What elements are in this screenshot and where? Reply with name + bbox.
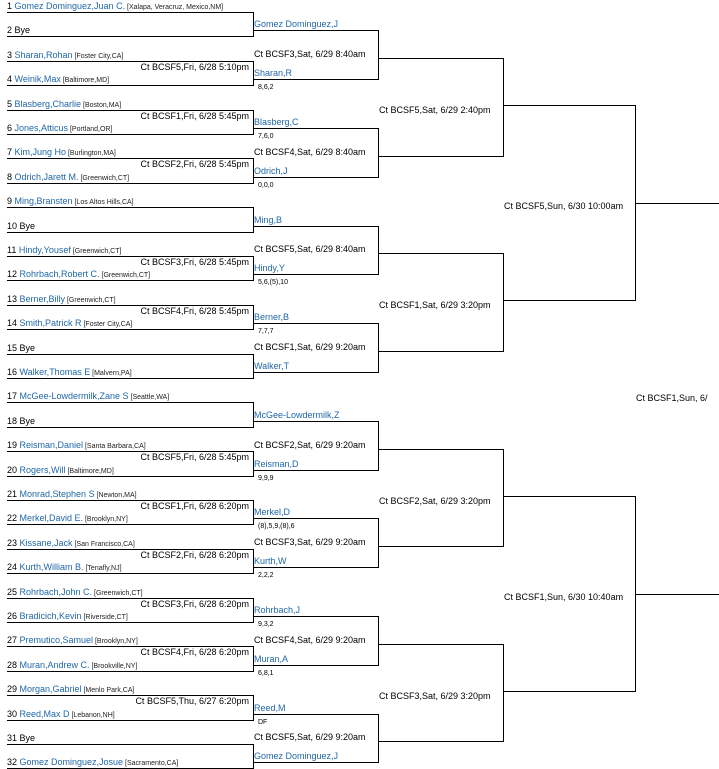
player-link[interactable]: Odrich,Jarett M. — [14, 172, 79, 182]
match-schedule: Ct BCSF2,Sat, 6/29 3:20pm — [379, 496, 491, 506]
round1-entry — [7, 245, 121, 257]
round1-entry — [7, 343, 35, 354]
match-schedule: Ct BCSF1,Fri, 6/28 5:45pm — [140, 111, 249, 121]
match-score: 9,9,9 — [258, 475, 274, 482]
round1-entry — [7, 538, 135, 550]
seed-number: 19 — [7, 440, 20, 450]
round1-entry — [7, 1, 223, 13]
match-schedule: Ct BCSF3,Fri, 6/28 5:45pm — [140, 257, 249, 267]
match-schedule: Ct BCSF5,Sat, 6/29 8:40am — [254, 244, 366, 254]
match-schedule: Ct BCSF5,Sat, 6/29 2:40pm — [379, 105, 491, 115]
round2-line — [253, 616, 378, 617]
round1-entry — [7, 196, 134, 208]
player-link[interactable]: Kurth,W — [254, 556, 287, 566]
round1-line — [7, 36, 253, 37]
seed-number: 27 — [7, 635, 20, 645]
bye-label: Bye — [19, 343, 36, 353]
player-location: [Greenwich,CT] — [78, 175, 130, 182]
seed-number: 8 — [7, 172, 15, 182]
round1-entry — [7, 465, 114, 477]
player-link[interactable]: Rohrbach,John C. — [19, 587, 93, 597]
player-location: [Xalapa, Veracruz, Mexico,NM] — [125, 4, 224, 11]
player-link[interactable]: Muran,A — [254, 654, 289, 664]
round1-entry — [7, 489, 137, 501]
round3-line — [378, 58, 503, 59]
player-link[interactable]: Rogers,Will — [19, 465, 66, 475]
player-location: [Malvern,PA] — [90, 370, 132, 377]
player-location: [Portland,OR] — [68, 126, 113, 133]
player-link[interactable]: Ming,Bransten — [14, 196, 73, 206]
semifinal-line — [635, 203, 719, 204]
round4-line — [503, 300, 635, 301]
round1-line — [7, 354, 253, 355]
round1-entry — [7, 733, 35, 744]
round1-line — [7, 232, 253, 233]
player-link[interactable]: Rohrbach,J — [254, 605, 301, 615]
seed-number: 2 — [7, 25, 15, 35]
seed-number: 16 — [7, 367, 20, 377]
seed-number: 9 — [7, 196, 15, 206]
player-location: [Foster City,CA] — [72, 53, 124, 60]
player-link[interactable]: Smith,Patrick R — [19, 318, 82, 328]
match-score: 8,6,2 — [258, 84, 274, 91]
round1-entry — [7, 294, 116, 306]
round1-entry — [7, 318, 132, 330]
player-location: [Greenwich,CT] — [92, 590, 143, 597]
round2-line — [253, 518, 378, 519]
match-schedule: Ct BCSF1,Fri, 6/28 6:20pm — [140, 501, 249, 511]
round1-entry — [7, 611, 128, 623]
round1-entry — [7, 440, 146, 452]
seed-number: 6 — [7, 123, 15, 133]
player-link[interactable]: Walker,Thomas E — [19, 367, 91, 377]
round1-entry — [7, 99, 121, 111]
round2-connector — [378, 616, 379, 666]
round1-entry — [7, 416, 35, 427]
player-location: [Baltimore,MD] — [65, 468, 114, 475]
player-link[interactable]: Gomez Dominguez,J — [254, 19, 339, 29]
player-link[interactable]: Muran,Andrew C. — [19, 660, 90, 670]
match-score: 5,6,(5),10 — [258, 279, 288, 286]
match-schedule: Ct BCSF2,Fri, 6/28 6:20pm — [140, 550, 249, 560]
player-location: [Sacramento,CA] — [123, 760, 179, 767]
bye-label: Bye — [14, 25, 31, 35]
round1-entry — [7, 50, 123, 62]
round3-line — [378, 449, 503, 450]
match-score: 0,0,0 — [258, 182, 274, 189]
player-link[interactable]: Bradicich,Kevin — [19, 611, 82, 621]
round1-entry — [7, 635, 138, 647]
seed-number: 21 — [7, 489, 20, 499]
round1-entry — [7, 25, 30, 36]
round3-line — [378, 546, 503, 547]
seed-number: 15 — [7, 343, 20, 353]
player-location: [Lebanon,NH] — [69, 712, 115, 719]
seed-number: 13 — [7, 294, 20, 304]
round3-line — [378, 644, 503, 645]
round3-connector — [503, 253, 504, 352]
player-location: [Brooklyn,NY] — [93, 638, 138, 645]
round1-entry — [7, 660, 137, 672]
match-score: DF — [258, 719, 268, 726]
player-link[interactable]: McGee-Lowdermilk,Z — [254, 410, 340, 420]
player-location: [Foster City,CA] — [81, 321, 133, 328]
round2-line — [253, 372, 378, 373]
round1-entry — [7, 684, 134, 696]
player-link[interactable]: Gomez Dominguez,J — [254, 751, 339, 761]
player-link[interactable]: Odrich,J — [254, 166, 288, 176]
seed-number: 24 — [7, 562, 20, 572]
round1-line — [7, 744, 253, 745]
match-score: 6,8,1 — [258, 670, 274, 677]
player-link[interactable]: Sharan,R — [254, 68, 293, 78]
round3-line — [378, 741, 503, 742]
round2-line — [253, 665, 378, 666]
round2-connector — [378, 226, 379, 275]
seed-number: 25 — [7, 587, 20, 597]
player-link[interactable]: Sharan,Rohan — [14, 50, 73, 60]
player-location: [San Francisco,CA] — [72, 541, 135, 548]
round1-entry — [7, 513, 128, 525]
round1-entry — [7, 147, 116, 159]
round2-line — [253, 323, 378, 324]
round1-entry — [7, 269, 150, 281]
round3-line — [378, 351, 503, 352]
round2-line — [253, 128, 378, 129]
seed-number: 23 — [7, 538, 20, 548]
round1-entry — [7, 172, 129, 184]
player-link[interactable]: Kim,Jung Ho — [14, 147, 67, 157]
round1-entry — [7, 562, 122, 574]
round3-line — [378, 253, 503, 254]
player-link[interactable]: Merkel,D — [254, 507, 291, 517]
round2-line — [253, 470, 378, 471]
player-link[interactable]: Kurth,William B. — [19, 562, 84, 572]
match-schedule: Ct BCSF5,Fri, 6/28 5:45pm — [140, 452, 249, 462]
match-schedule: Ct BCSF2,Fri, 6/28 5:45pm — [140, 159, 249, 169]
round2-line — [253, 421, 378, 422]
round1-entry — [7, 74, 109, 86]
round4-line — [503, 496, 635, 497]
seed-number: 11 — [7, 245, 19, 255]
round1-entry — [7, 391, 169, 403]
player-location: [Newton,MA] — [94, 492, 137, 499]
player-location: [Burlington,MA] — [66, 150, 116, 157]
seed-number: 1 — [7, 1, 15, 11]
round2-line — [253, 226, 378, 227]
match-schedule: Ct BCSF2,Sat, 6/29 9:20am — [254, 440, 366, 450]
round2-line — [253, 567, 378, 568]
player-link[interactable]: Jones,Atticus — [14, 123, 69, 133]
player-link[interactable]: Walker,T — [254, 361, 290, 371]
seed-number: 3 — [7, 50, 15, 60]
player-link[interactable]: Merkel,David E. — [19, 513, 84, 523]
player-link[interactable]: Reisman,D — [254, 459, 299, 469]
player-link[interactable]: Kissane,Jack — [19, 538, 73, 548]
player-link[interactable]: Weinik,Max — [14, 74, 61, 84]
player-location: [Greenwich,CT] — [99, 272, 151, 279]
round2-line — [253, 177, 378, 178]
round2-connector — [378, 518, 379, 568]
match-schedule: Ct BCSF1,Sun, 6/30 10:40am — [504, 592, 624, 602]
match-schedule: Ct BCSF5,Sat, 6/29 9:20am — [254, 732, 366, 742]
round3-line — [378, 156, 503, 157]
bye-label: Bye — [19, 416, 36, 426]
match-schedule: Ct BCSF4,Sat, 6/29 9:20am — [254, 635, 366, 645]
match-schedule: Ct BCSF5,Thu, 6/27 6:20pm — [135, 696, 249, 706]
round2-connector — [378, 323, 379, 373]
match-schedule: Ct BCSF5,Fri, 6/28 5:10pm — [140, 62, 249, 72]
seed-number: 5 — [7, 99, 15, 109]
player-link[interactable]: Hindy,Yousef — [18, 245, 71, 255]
round2-line — [253, 274, 378, 275]
round2-line — [253, 714, 378, 715]
round2-line — [253, 30, 378, 31]
player-link[interactable]: Blasberg,Charlie — [14, 99, 82, 109]
player-location: [Menlo Park,CA] — [81, 687, 135, 694]
seed-number: 31 — [7, 733, 20, 743]
seed-number: 22 — [7, 513, 20, 523]
round2-line — [253, 762, 378, 763]
semifinal-line — [635, 594, 719, 595]
player-location: [Baltimore,MD] — [60, 77, 110, 84]
player-location: [Boston,MA] — [81, 102, 122, 109]
match-schedule: Ct BCSF3,Sat, 6/29 9:20am — [254, 537, 366, 547]
match-schedule: Ct BCSF4,Fri, 6/28 5:45pm — [140, 306, 249, 316]
seed-number: 30 — [7, 709, 20, 719]
round3-connector — [503, 449, 504, 547]
round1-entry — [7, 757, 178, 769]
player-link[interactable]: Morgan,Gabriel — [19, 684, 82, 694]
round2-connector — [378, 421, 379, 471]
player-location: [Riverside,CT] — [81, 614, 128, 621]
seed-number: 32 — [7, 757, 20, 767]
player-link[interactable]: Monrad,Stephen S — [19, 489, 95, 499]
bye-label: Bye — [19, 733, 36, 743]
player-link[interactable]: Gomez Dominguez,Josue — [19, 757, 124, 767]
player-link[interactable]: Reisman,Daniel — [19, 440, 84, 450]
match-schedule: Ct BCSF5,Sun, 6/30 10:00am — [504, 201, 624, 211]
seed-number: 28 — [7, 660, 20, 670]
round1-entry — [7, 367, 132, 379]
round1-line — [7, 427, 253, 428]
player-link[interactable]: Reed,Max D — [19, 709, 70, 719]
match-schedule: Ct BCSF1,Sat, 6/29 9:20am — [254, 342, 366, 352]
seed-number: 17 — [7, 391, 20, 401]
seed-number: 20 — [7, 465, 20, 475]
player-location: [Greenwich,CT] — [70, 248, 122, 255]
bye-label: Bye — [19, 221, 36, 231]
round4-line — [503, 691, 635, 692]
player-link[interactable]: Hindy,Y — [254, 263, 285, 273]
player-link[interactable]: Ming,B — [254, 215, 283, 225]
seed-number: 4 — [7, 74, 15, 84]
seed-number: 7 — [7, 147, 15, 157]
match-schedule: Ct BCSF1,Sat, 6/29 3:20pm — [379, 300, 491, 310]
player-link[interactable]: Berner,B — [254, 312, 290, 322]
match-schedule: Ct BCSF3,Sat, 6/29 8:40am — [254, 49, 366, 59]
player-location: [Seattle,WA] — [128, 394, 170, 401]
round3-connector — [503, 644, 504, 742]
match-schedule: Ct BCSF4,Sat, 6/29 8:40am — [254, 147, 366, 157]
player-location: [Tenafly,NJ] — [83, 565, 122, 572]
player-location: [Greenwich,CT] — [65, 297, 116, 304]
player-link[interactable]: Rohrbach,Robert C. — [19, 269, 100, 279]
round2-line — [253, 79, 378, 80]
match-score: 2,2,2 — [258, 572, 274, 579]
match-schedule: Ct BCSF3,Fri, 6/28 6:20pm — [140, 599, 249, 609]
seed-number: 10 — [7, 221, 20, 231]
round1-entry — [7, 123, 112, 135]
seed-number: 18 — [7, 416, 20, 426]
player-link[interactable]: McGee-Lowdermilk,Zane S — [19, 391, 129, 401]
round1-entry — [7, 221, 35, 232]
round2-connector — [378, 128, 379, 178]
player-location: [Los Altos Hills,CA] — [72, 199, 134, 206]
seed-number: 12 — [7, 269, 20, 279]
player-link[interactable]: Berner,Billy — [19, 294, 66, 304]
round4-line — [503, 105, 635, 106]
player-link[interactable]: Premutico,Samuel — [19, 635, 94, 645]
match-schedule: Ct BCSF3,Sat, 6/29 3:20pm — [379, 691, 491, 701]
player-location: [Santa Barbara,CA] — [83, 443, 146, 450]
player-location: [Brookville,NY] — [89, 663, 138, 670]
round1-entry — [7, 709, 115, 721]
match-score: 7,7,7 — [258, 328, 274, 335]
seed-number: 29 — [7, 684, 20, 694]
match-score: 9,3,2 — [258, 621, 274, 628]
match-schedule: Ct BCSF4,Fri, 6/28 6:20pm — [140, 647, 249, 657]
player-link[interactable]: Gomez Dominguez,Juan C. — [14, 1, 126, 11]
player-link[interactable]: Blasberg,C — [254, 117, 299, 127]
round3-connector — [503, 58, 504, 157]
round1-entry — [7, 587, 143, 599]
seed-number: 26 — [7, 611, 20, 621]
player-location: [Brooklyn,NY] — [83, 516, 128, 523]
round2-connector — [378, 30, 379, 80]
match-score: (8),5,9,(8),6 — [258, 523, 295, 530]
match-score: 7,6,0 — [258, 133, 274, 140]
player-link[interactable]: Reed,M — [254, 703, 286, 713]
round2-connector — [378, 714, 379, 763]
final-schedule: Ct BCSF1,Sun, 6/ — [636, 393, 708, 403]
seed-number: 14 — [7, 318, 20, 328]
